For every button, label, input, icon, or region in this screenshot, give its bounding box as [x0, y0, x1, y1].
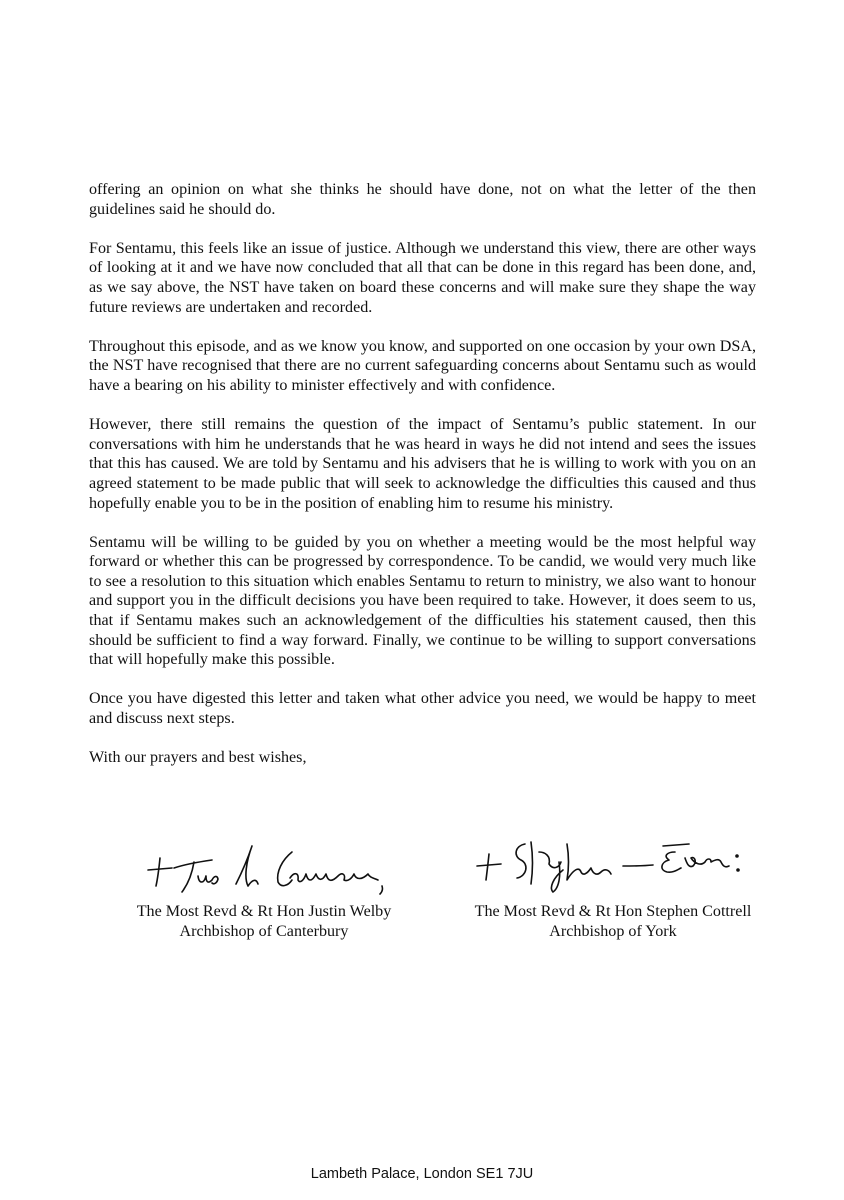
- signature-area: [0, 822, 844, 952]
- letter-body: [89, 180, 756, 787]
- footer-address: Lambeth Palace, London SE1 7JU: [310, 1166, 534, 1182]
- closing-line: With our prayers and best wishes,: [89, 749, 307, 767]
- signature-york: [463, 822, 763, 902]
- signatory-york: [448, 822, 778, 942]
- paragraph: Throughout this episode, and as we know you know, and supported on one occasion by your own DSA, the NST have recognised that there are no current safeguarding concerns about Sentamu such as would have a bearing on his ability to minister effectively and with confidence.: [89, 337, 756, 394]
- paragraph: offering an opinion on what she thinks he should have done, not on what the letter of the then guidelines said he should do.: [89, 181, 756, 218]
- signatory-name: The Most Revd & Rt Hon Justin Welby: [136, 903, 392, 920]
- paragraph: Once you have digested this letter and taken what other advice you need, we would be happy to meet and discuss next steps.: [89, 690, 756, 728]
- signatory-canterbury: [104, 822, 424, 942]
- signatory-name: The Most Revd & Rt Hon Stephen Cottrell: [474, 903, 752, 920]
- paragraph: For Sentamu, this feels like an issue of justice. Although we understand this view, there are other ways of looking at it and we have now concluded that all that can be done in this regard has been done, and, as we say above, the NST have taken on board these concerns and will make sure they shape the way future reviews are undertaken and recorded.: [89, 239, 756, 316]
- paragraph: Sentamu will be willing to be guided by you on whether a meeting would be the most helpful way forward or whether this can be progressed by correspondence. To be candid, we would very much like to see a resolution to this situation which enables Sentamu to return to ministry, we also want to honour and support you in the difficult decisions you have been required to take. However, it does seem to us, that if Sentamu makes such an acknowledgement of the difficulties his statement caused, then this should be sufficient to find a way forward. Finally, we continue to be willing to support conversations that will hopefully make this possible.: [89, 533, 756, 669]
- signatory-title: Archbishop of Canterbury: [179, 923, 349, 940]
- paragraph: However, there still remains the question of the impact of Sentamu’s public statement. In our conversations with him he understands that he was heard in ways he did not intend and sees the issues that this has caused. We are told by Sentamu and his advisers that he is willing to work with you on an agreed statement to be made public that will seek to acknowledge the difficulties this caused and thus hopefully enable you to be in the position of enabling him to resume his ministry.: [89, 416, 756, 512]
- signatory-title: Archbishop of York: [549, 923, 677, 940]
- signature-canterbury: [124, 822, 404, 902]
